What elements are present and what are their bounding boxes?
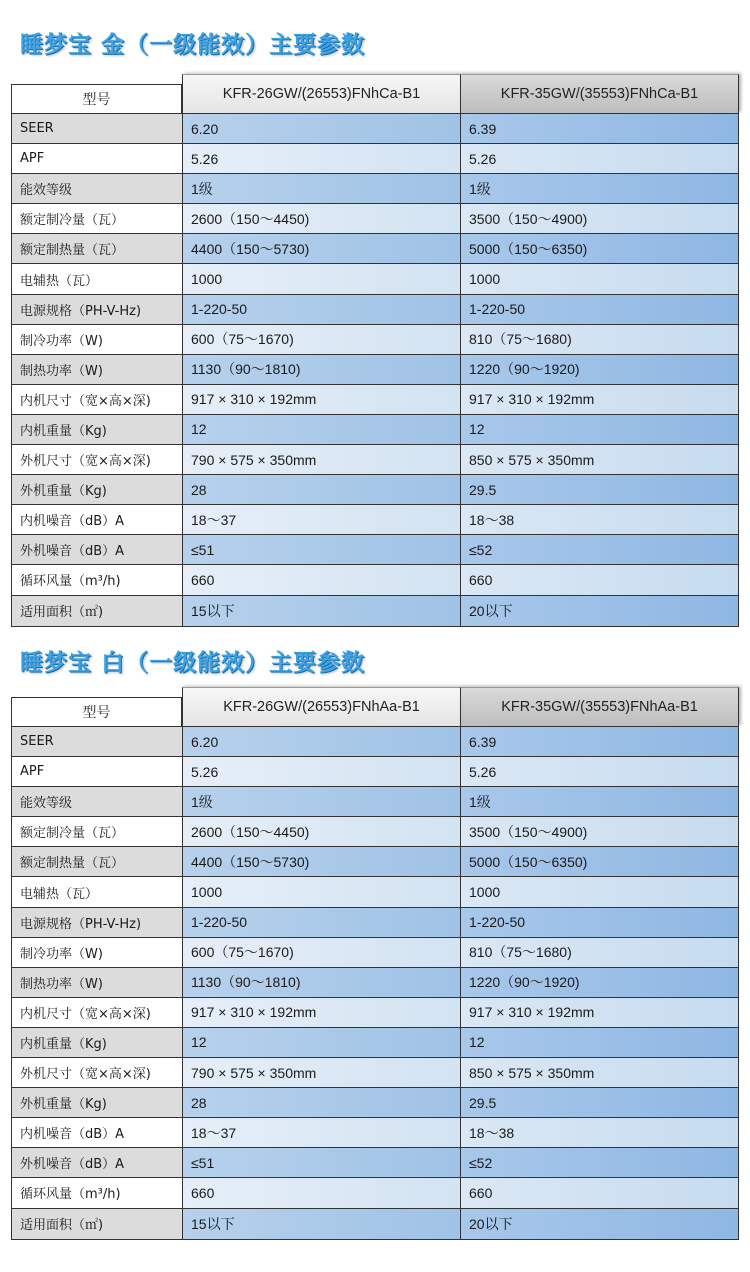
- row-label: 外机重量（Kg): [12, 475, 183, 504]
- value-model-b: 18～38: [461, 505, 738, 534]
- table-row: [12, 757, 738, 787]
- row-label: 制冷功率（W): [12, 325, 183, 354]
- value-model-a: 4400（150～5730): [183, 847, 461, 876]
- value-model-b: 917 × 310 × 192mm: [461, 998, 738, 1027]
- value-model-a: ≤51: [183, 1148, 461, 1177]
- row-label: 循环风量（m³/h): [12, 565, 183, 594]
- value-model-a: 600（75～1670): [183, 325, 461, 354]
- value-model-a: 6.20: [183, 114, 461, 143]
- value-model-a: 4400（150～5730): [183, 234, 461, 263]
- value-model-a: 1000: [183, 264, 461, 293]
- value-model-b: 850 × 575 × 350mm: [461, 1058, 738, 1087]
- value-model-b: 29.5: [461, 475, 738, 504]
- value-model-a: 5.26: [183, 757, 461, 786]
- table-row: [12, 1118, 738, 1148]
- value-model-b: 18～38: [461, 1118, 738, 1147]
- value-model-a: 15以下: [183, 596, 461, 626]
- value-model-b: 660: [461, 565, 738, 594]
- row-label: APF: [12, 144, 183, 173]
- row-label: 额定制热量（瓦）: [12, 847, 183, 876]
- value-model-b: 12: [461, 415, 738, 444]
- value-model-b: 810（75～1680): [461, 938, 738, 967]
- row-label: 内机噪音（dB）A: [12, 1118, 183, 1147]
- model-header-b: KFR-35GW/(35553)FNhCa-B1: [460, 74, 739, 113]
- row-label: 制热功率（W): [12, 968, 183, 997]
- value-model-b: 3500（150～4900): [461, 817, 738, 846]
- header-label: 型号: [11, 697, 182, 726]
- table-row: [12, 204, 738, 234]
- value-model-b: ≤52: [461, 1148, 738, 1177]
- value-model-a: 2600（150～4450): [183, 204, 461, 233]
- value-model-a: 1000: [183, 877, 461, 906]
- value-model-b: 810（75～1680): [461, 325, 738, 354]
- table-row: [12, 144, 738, 174]
- row-label: 制热功率（W): [12, 355, 183, 384]
- value-model-a: 5.26: [183, 144, 461, 173]
- value-model-b: 6.39: [461, 727, 738, 756]
- header-label: 型号: [11, 84, 182, 113]
- row-label: 循环风量（m³/h): [12, 1178, 183, 1207]
- value-model-a: 1级: [183, 787, 461, 816]
- row-label: 电辅热（瓦）: [12, 264, 183, 293]
- value-model-a: 1130（90～1810): [183, 355, 461, 384]
- row-label: 外机尺寸（宽×高×深): [12, 445, 183, 474]
- value-model-b: 1-220-50: [461, 908, 738, 937]
- value-model-a: 2600（150～4450): [183, 817, 461, 846]
- table-row: [12, 817, 738, 847]
- table-row: [12, 174, 738, 204]
- value-model-b: 20以下: [461, 596, 738, 626]
- value-model-a: ≤51: [183, 535, 461, 564]
- table-row: [12, 1209, 738, 1239]
- table-row: [12, 596, 738, 626]
- table-row: [12, 565, 738, 595]
- row-label: APF: [12, 757, 183, 786]
- spec-section-white: [0, 636, 750, 1272]
- table-row: [12, 234, 738, 264]
- value-model-b: 660: [461, 1178, 738, 1207]
- table-row: [12, 968, 738, 998]
- value-model-a: 18～37: [183, 1118, 461, 1147]
- value-model-a: 6.20: [183, 727, 461, 756]
- value-model-a: 660: [183, 565, 461, 594]
- section-title: 睡梦宝 金（一级能效）主要参数: [20, 32, 366, 58]
- table-row: [12, 325, 738, 355]
- value-model-b: 850 × 575 × 350mm: [461, 445, 738, 474]
- value-model-a: 917 × 310 × 192mm: [183, 998, 461, 1027]
- table-row: [12, 1058, 738, 1088]
- table-body: [11, 726, 739, 1240]
- row-label: 能效等级: [12, 787, 183, 816]
- row-label: SEER: [12, 727, 183, 756]
- table-row: [12, 1148, 738, 1178]
- row-label: 额定制冷量（瓦）: [12, 204, 183, 233]
- row-label: 适用面积（㎡): [12, 1209, 183, 1239]
- row-label: 额定制冷量（瓦）: [12, 817, 183, 846]
- value-model-a: 28: [183, 475, 461, 504]
- table-row: [12, 475, 738, 505]
- value-model-a: 1-220-50: [183, 295, 461, 324]
- table-row: [12, 787, 738, 817]
- table-row: [12, 847, 738, 877]
- value-model-b: 12: [461, 1028, 738, 1057]
- value-model-b: 1-220-50: [461, 295, 738, 324]
- value-model-b: 1220（90～1920): [461, 355, 738, 384]
- row-label: 内机重量（Kg): [12, 415, 183, 444]
- spec-table: [11, 687, 739, 1245]
- value-model-b: 29.5: [461, 1088, 738, 1117]
- table-row: [12, 415, 738, 445]
- value-model-b: 20以下: [461, 1209, 738, 1239]
- value-model-a: 790 × 575 × 350mm: [183, 1058, 461, 1087]
- value-model-b: 5000（150～6350): [461, 847, 738, 876]
- row-label: 能效等级: [12, 174, 183, 203]
- table-row: [12, 1178, 738, 1208]
- value-model-b: 917 × 310 × 192mm: [461, 385, 738, 414]
- table-row: [12, 998, 738, 1028]
- value-model-a: 1130（90～1810): [183, 968, 461, 997]
- value-model-a: 12: [183, 415, 461, 444]
- value-model-a: 28: [183, 1088, 461, 1117]
- model-header-a: KFR-26GW/(26553)FNhCa-B1: [182, 74, 460, 113]
- table-row: [12, 264, 738, 294]
- table-body: [11, 113, 739, 627]
- table-row: [12, 1088, 738, 1118]
- value-model-b: 1220（90～1920): [461, 968, 738, 997]
- model-header-b: KFR-35GW/(35553)FNhAa-B1: [460, 687, 739, 726]
- value-model-b: 1000: [461, 877, 738, 906]
- table-row: [12, 355, 738, 385]
- row-label: 额定制热量（瓦）: [12, 234, 183, 263]
- value-model-b: 3500（150～4900): [461, 204, 738, 233]
- value-model-a: 660: [183, 1178, 461, 1207]
- table-row: [12, 385, 738, 415]
- row-label: 内机噪音（dB）A: [12, 505, 183, 534]
- table-row: [12, 535, 738, 565]
- table-row: [12, 908, 738, 938]
- value-model-b: 1级: [461, 174, 738, 203]
- table-row: [12, 938, 738, 968]
- row-label: 电源规格（PH-V-Hz): [12, 908, 183, 937]
- value-model-b: 1级: [461, 787, 738, 816]
- value-model-b: 5.26: [461, 757, 738, 786]
- value-model-a: 917 × 310 × 192mm: [183, 385, 461, 414]
- table-row: [12, 1028, 738, 1058]
- table-row: [12, 727, 738, 757]
- row-label: 内机重量（Kg): [12, 1028, 183, 1057]
- value-model-a: 600（75～1670): [183, 938, 461, 967]
- value-model-a: 790 × 575 × 350mm: [183, 445, 461, 474]
- section-title: 睡梦宝 白（一级能效）主要参数: [20, 650, 366, 676]
- row-label: 内机尺寸（宽×高×深): [12, 998, 183, 1027]
- value-model-a: 12: [183, 1028, 461, 1057]
- row-label: 外机尺寸（宽×高×深): [12, 1058, 183, 1087]
- value-model-b: ≤52: [461, 535, 738, 564]
- row-label: 电源规格（PH-V-Hz): [12, 295, 183, 324]
- row-label: 外机重量（Kg): [12, 1088, 183, 1117]
- spec-table: [11, 74, 739, 632]
- row-label: 适用面积（㎡): [12, 596, 183, 626]
- value-model-b: 6.39: [461, 114, 738, 143]
- table-row: [12, 295, 738, 325]
- row-label: 外机噪音（dB）A: [12, 1148, 183, 1177]
- value-model-a: 1-220-50: [183, 908, 461, 937]
- row-label: 内机尺寸（宽×高×深): [12, 385, 183, 414]
- table-row: [12, 505, 738, 535]
- model-header-a: KFR-26GW/(26553)FNhAa-B1: [182, 687, 460, 726]
- value-model-b: 5.26: [461, 144, 738, 173]
- value-model-a: 15以下: [183, 1209, 461, 1239]
- table-row: [12, 877, 738, 907]
- value-model-a: 1级: [183, 174, 461, 203]
- value-model-a: 18～37: [183, 505, 461, 534]
- value-model-b: 5000（150～6350): [461, 234, 738, 263]
- row-label: 制冷功率（W): [12, 938, 183, 967]
- table-row: [12, 114, 738, 144]
- row-label: SEER: [12, 114, 183, 143]
- table-row: [12, 445, 738, 475]
- value-model-b: 1000: [461, 264, 738, 293]
- row-label: 外机噪音（dB）A: [12, 535, 183, 564]
- row-label: 电辅热（瓦）: [12, 877, 183, 906]
